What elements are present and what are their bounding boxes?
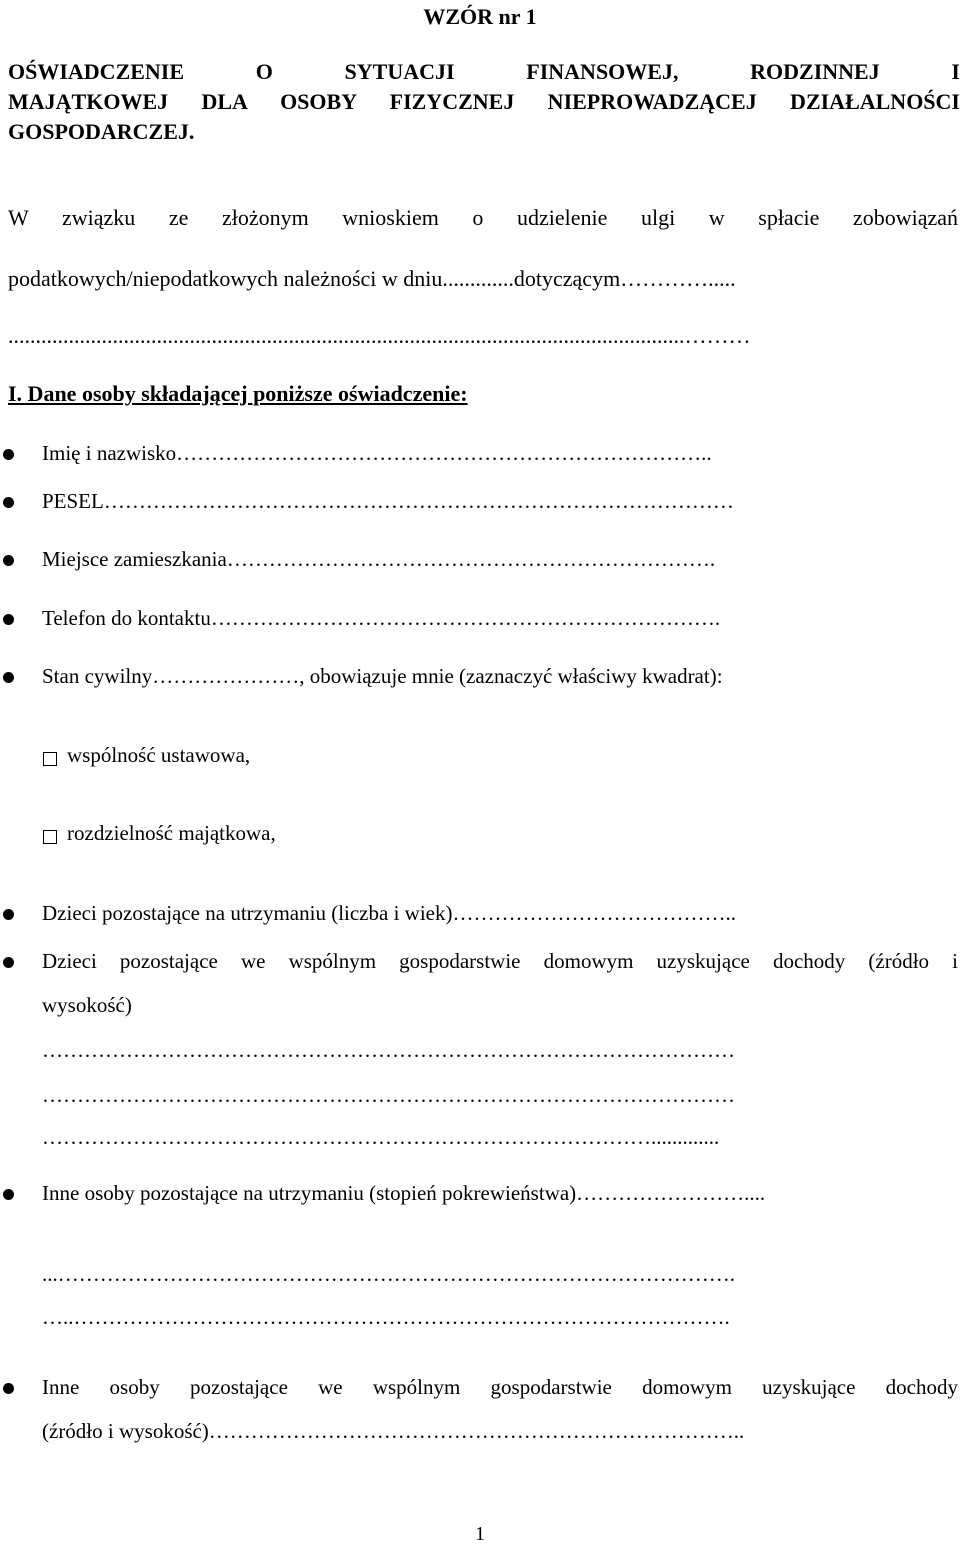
declaration-heading-line-3: GOSPODARCZEJ.: [8, 119, 195, 144]
fill-line: …..………………………………………………………………………………….: [42, 1305, 730, 1329]
option-joint-property-label: wspólność ustawowa,: [67, 743, 251, 767]
document-title: WZÓR nr 1: [423, 4, 537, 29]
page-number: 1: [475, 1523, 485, 1545]
bullet-icon: [3, 497, 14, 508]
field-dependents: Inne osoby pozostające na utrzymaniu (stopień pokrewieństwa)……………………....: [42, 1181, 766, 1205]
bullet-icon: [3, 555, 14, 566]
field-others-income: Inne osoby pozostające we wspólnym gospodarstwie domowym uzyskujące dochody: [42, 1375, 958, 1399]
checkbox-joint-property[interactable]: [43, 752, 57, 766]
bullet-icon: [3, 1383, 14, 1394]
field-name: Imię i nazwisko…………………………………………………………………..: [42, 441, 712, 465]
option-separate-property-label: rozdzielność majątkowa,: [67, 821, 276, 845]
bullet-icon: [3, 449, 14, 460]
bullet-icon: [3, 614, 14, 625]
fill-line: ...…………………………………………………………………………………….: [42, 1262, 735, 1286]
field-pesel: PESEL………………………………………………………………………………: [42, 489, 734, 513]
field-children-income-cont: wysokość): [42, 993, 132, 1017]
section-heading: I. Dane osoby składającej poniższe oświadczenie:: [8, 381, 468, 406]
bullet-icon: [3, 1189, 14, 1200]
intro-line-2: podatkowych/niepodatkowych należności w dniu.............dotyczącym………….....: [8, 266, 736, 291]
fill-line: ………………………………………………………………………………………: [42, 1038, 735, 1062]
bullet-icon: [3, 909, 14, 920]
declaration-heading-line-2: MAJĄTKOWEJ DLA OSOBY FIZYCZNEJ NIEPROWADZĄCEJ DZIAŁALNOŚCI: [8, 89, 960, 114]
intro-line-3: ...........................................................................................................................………: [8, 323, 751, 348]
field-marital-status: Stan cywilny…………………, obowiązuje mnie (zaznaczyć właściwy kwadrat):: [42, 664, 723, 688]
fill-line: …………………………………………………………………………….............: [42, 1125, 720, 1149]
fill-line: ………………………………………………………………………………………: [42, 1083, 735, 1107]
field-others-income-cont: (źródło i wysokość)…………………………………………………………………..: [42, 1419, 745, 1443]
field-address: Miejsce zamieszkania…………………………………………………………….: [42, 547, 716, 571]
bullet-icon: [3, 957, 14, 968]
field-phone: Telefon do kontaktu……………………………………………………………….: [42, 606, 721, 630]
field-children: Dzieci pozostające na utrzymaniu (liczba i wiek)…………………………………..: [42, 901, 736, 925]
intro-line-1: W związku ze złożonym wnioskiem o udzielenie ulgi w spłacie zobowiązań: [8, 205, 958, 230]
checkbox-separate-property[interactable]: [43, 830, 57, 844]
bullet-icon: [3, 672, 14, 683]
declaration-heading-line-1: OŚWIADCZENIE O SYTUACJI FINANSOWEJ, RODZINNEJ I: [8, 59, 960, 84]
field-children-income: Dzieci pozostające we wspólnym gospodarstwie domowym uzyskujące dochody (źródło i: [42, 949, 958, 973]
